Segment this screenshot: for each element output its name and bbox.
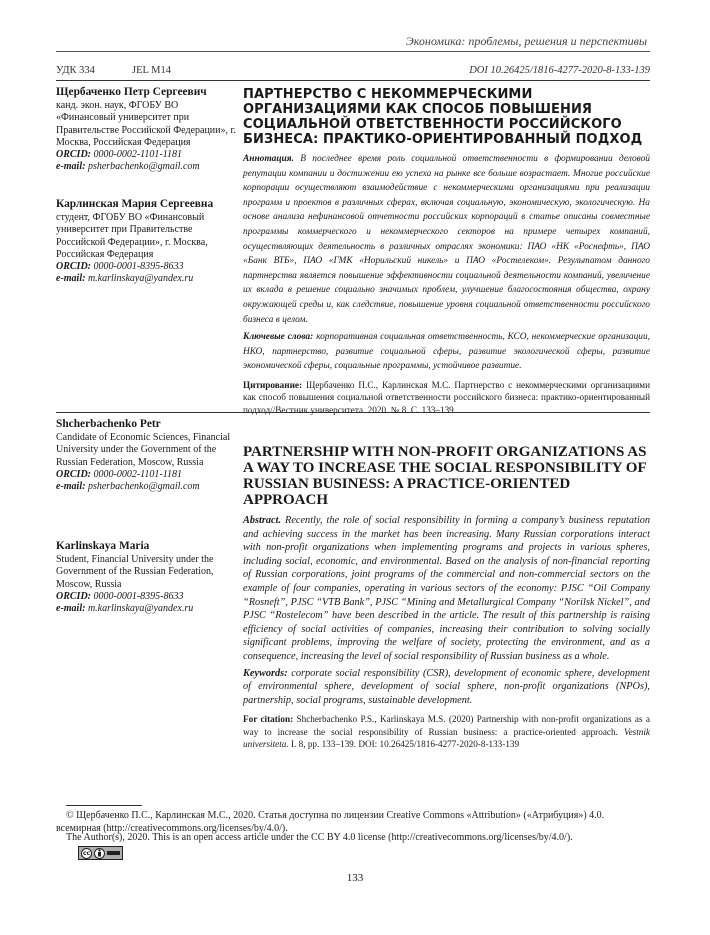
email-label: e-mail: bbox=[56, 161, 86, 173]
citation-text: Shcherbachenko P.S., Karlinskaya M.S. (2020) Partnership with non-profit organizations as a way to increase the social responsibility of Russian business: a practice-oriented approach. bbox=[243, 714, 651, 737]
email-label: e-mail: bbox=[56, 603, 86, 615]
email-link[interactable]: psherbachenko@gmail.com bbox=[87, 481, 200, 493]
citation-tail: I. 8, pp. 133–139. DOI: 10.26425/1816-4277-2020-8-133-139 bbox=[290, 739, 520, 750]
citation-en bbox=[243, 713, 650, 751]
citation-label: Цитирование: bbox=[243, 379, 303, 390]
author-ru-1 bbox=[56, 86, 236, 174]
email-link[interactable]: psherbachenko@gmail.com bbox=[87, 161, 200, 173]
abstract-label: Аннотация. bbox=[243, 154, 294, 164]
orcid-link[interactable]: 0000-0002-1101-1181 bbox=[93, 468, 183, 480]
citation-journal: Vestnik universiteta. bbox=[243, 726, 651, 750]
license-en: The Author(s), 2020. This is an open access article under the CC BY 4.0 license (http://creativecommons.org/licenses/by/4.0/). bbox=[66, 832, 573, 843]
abstract-label: Abstract. bbox=[243, 515, 282, 526]
author-en-2 bbox=[56, 540, 236, 615]
journal-title: Экономика: проблемы, решения и перспективы bbox=[405, 34, 647, 48]
doi[interactable]: DOI 10.26425/1816-4277-2020-8-133-139 bbox=[469, 65, 650, 76]
author-affiliation: студент, ФГОБУ ВО «Финансовый университет при Правительстве Российской Федерации», г. Москва, Российская Федерация bbox=[56, 212, 208, 260]
orcid-label: ORCID: bbox=[56, 468, 92, 480]
article-en bbox=[243, 444, 650, 751]
abstract-text: В последнее время роль социальной ответственности в формировании деловой репутации компании и достижении ею успеха на рынке все больше возрастает. Многие российские корпорации осуществляют взаимодействие с некоммерческими организациями при реализации программ и проектов в различных сферах, включая социальную, экономическую, экологическую. На основе анализа нефинансовой отчетности российских корпораций в статье описаны совместные программы коммерческого и некоммерческого секторов на примере четырех компаний, осуществляющих деятельность в различных отраслях экономики: ПАО «НК «Роснефть», ПАО «Банк ВТБ», ПАО «ГМК «Норильский никель» и ПАО «Ростелеком». Результатом данного партнерства является повышение эффективности социальной деятельности компаний, увеличение их вклада в решение социально значимых проблем, улучшение благосостояния общества, охрану окружающей среды и, как следствие, повышение уровня социальной ответственности российского бизнеса в целом. bbox=[243, 154, 650, 325]
abstract-en bbox=[243, 514, 650, 664]
attribution-icon bbox=[94, 848, 105, 859]
author-affiliation: Student, Financial University under the Government of the Russian Federation, Moscow, Russia bbox=[56, 554, 214, 590]
author-name: Shcherbachenko Petr bbox=[56, 418, 161, 430]
cc-by-badge[interactable] bbox=[78, 846, 123, 860]
section-rule-top bbox=[56, 80, 650, 81]
orcid-label: ORCID: bbox=[56, 261, 92, 273]
citation-text: Щербаченко П.С., Карлинская М.С. Партнерство с некоммерческими организациями как способ повышения социальной ответственности российского бизнеса: практико-ориентированный подход//Вестник университета. 2020. № 8. С. 133–139. bbox=[243, 379, 651, 415]
keywords-ru bbox=[243, 330, 650, 374]
abstract-text: Recently, the role of social responsibility in forming a company’s business reputation and achieving success in the market has been increasing. Many Russian corporations interact with non-profit organizations when implementing programs and projects in various spheres, including social, economic, and environmental. Based on the analysis of non-financial reporting of Russian corporations, joint programs of the commercial and non-commercial sectors on the example of four companies, operating in various sectors of the economy: PJSC “Oil Company “Rosneft”, PJSC “VTB Bank”, PJSC “Mining and Metallurgical Company “Norilsk Nickel”, and PJSC “Rostelecom” have been described in the article. The result of this partnership is raising efficiency of social activities of companies, increasing their contribution to solving socially significant problems, improving the welfare of society, protecting the environment, and as a consequence, increasing the level of social responsibility of Russian business as a whole. bbox=[243, 515, 650, 662]
page-number: 133 bbox=[346, 872, 364, 884]
footnote-rule bbox=[66, 805, 142, 806]
jel-code: JEL M14 bbox=[132, 65, 171, 76]
udc-code: УДК 334 bbox=[56, 65, 95, 76]
email-label: e-mail: bbox=[56, 273, 86, 285]
article-title-ru: ПАРТНЕРСТВО С НЕКОММЕРЧЕСКИМИ ОРГАНИЗАЦИЯМИ КАК СПОСОБ ПОВЫШЕНИЯ СОЦИАЛЬНОЙ ОТВЕТСТВЕННОСТИ РОССИЙСКОГО БИЗНЕСА: ПРАКТИКО-ОРИЕНТИРОВАННЫЙ ПОДХОД bbox=[243, 87, 643, 147]
citation-ru bbox=[243, 379, 650, 417]
author-affiliation: Candidate of Economic Sciences, Financial University under the Government of the Russian Federation, Moscow, Russia bbox=[56, 432, 231, 468]
license-ru: © Щербаченко П.С., Карлинская М.С., 2020. Статья доступна по лицензии Creative Commons «Attribution» («Атрибуция») 4.0. всемирная (http://creativecommons.org/licenses/by/4.0/). bbox=[56, 810, 605, 834]
author-en-1 bbox=[56, 418, 236, 493]
orcid-link[interactable]: 0000-0001-8395-8633 bbox=[93, 261, 184, 273]
author-name: Щербаченко Петр Сергеевич bbox=[56, 86, 207, 98]
keywords-label: Keywords: bbox=[243, 667, 288, 679]
email-label: e-mail: bbox=[56, 481, 86, 493]
keywords-label: Ключевые слова: bbox=[243, 332, 314, 343]
orcid-link[interactable]: 0000-0001-8395-8633 bbox=[93, 590, 184, 602]
keywords-text: corporate social responsibility (CSR), development of economic sphere, development of environmental sphere, development of social sphere, non-profit organizations (NPOs), partnership, social programs, sustainable development. bbox=[243, 667, 650, 706]
email-link[interactable]: m.karlinskaya@yandex.ru bbox=[87, 603, 194, 615]
abstract-ru bbox=[243, 152, 650, 327]
email-link[interactable]: m.karlinskaya@yandex.ru bbox=[87, 273, 194, 285]
author-affiliation: канд. экон. наук, ФГОБУ ВО «Финансовый университет при Правительстве Российской Федерации», г. Москва, Российская Федерация bbox=[56, 100, 236, 148]
author-name: Karlinskaya Maria bbox=[56, 540, 150, 552]
author-ru-2 bbox=[56, 198, 236, 286]
badge-bar bbox=[107, 851, 120, 855]
header-rule bbox=[56, 51, 650, 52]
orcid-label: ORCID: bbox=[56, 590, 92, 602]
section-rule-middle bbox=[56, 412, 650, 413]
orcid-label: ORCID: bbox=[56, 149, 92, 161]
cc-icon: cc bbox=[82, 849, 91, 857]
author-name: Карлинская Мария Сергеевна bbox=[56, 198, 214, 210]
citation-label: For citation: bbox=[243, 714, 294, 725]
article-ru bbox=[243, 87, 650, 416]
keywords-en bbox=[243, 667, 650, 708]
orcid-link[interactable]: 0000-0002-1101-1181 bbox=[93, 149, 183, 161]
article-title-en: PARTNERSHIP WITH NON-PROFIT ORGANIZATIONS AS A WAY TO INCREASE THE SOCIAL RESPONSIBILITY OF RUSSIAN BUSINESS: A PRACTICE-ORIENTED APPROACH bbox=[243, 444, 647, 508]
keywords-text: корпоративная социальная ответственность, КСО, некоммерческие организации, НКО, партнерство, развитие социальной сферы, развитие экологической сферы, развитие экономической сферы, социальные программы, устойчивое развитие. bbox=[243, 332, 651, 372]
